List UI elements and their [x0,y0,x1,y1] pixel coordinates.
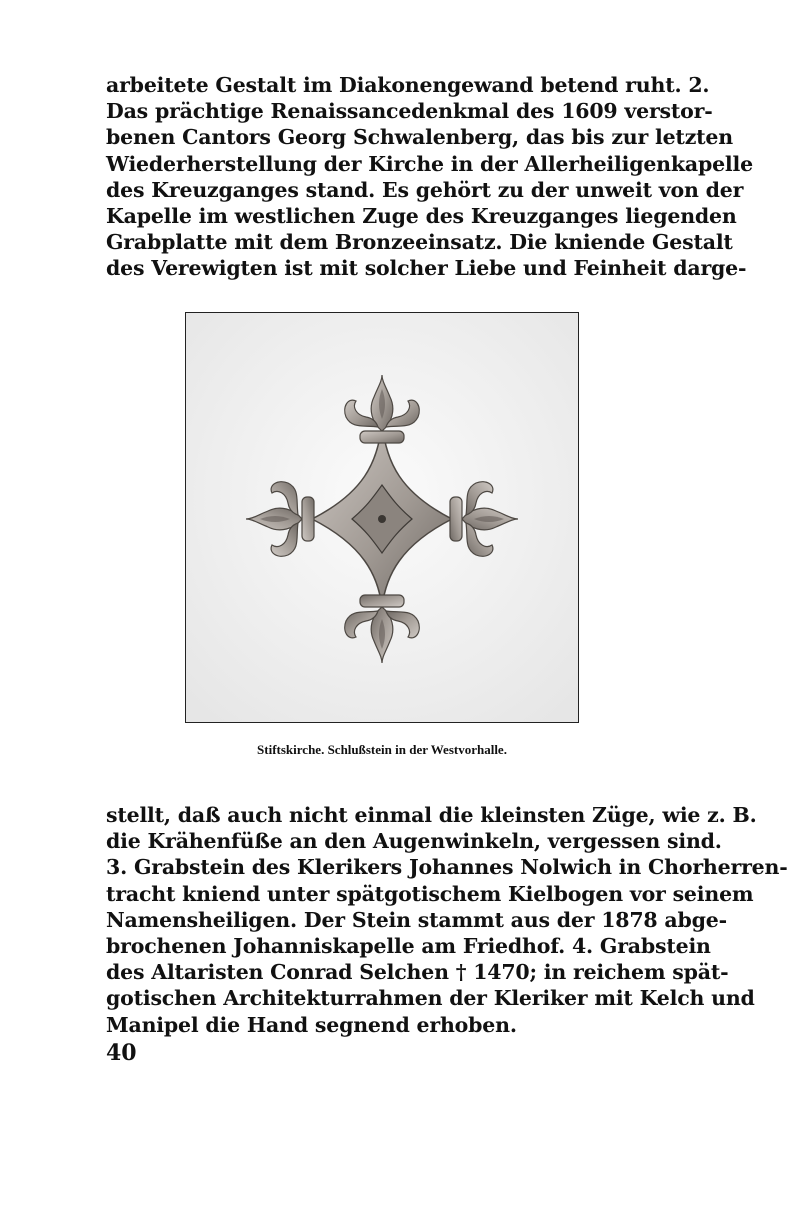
text-line: Wiederherstellung der Kirche in der Allerheiligenkapelle [106,151,753,176]
text-line: die Krähenfüße an den Augenwinkeln, vergessen sind. [106,829,722,854]
bottom-paragraph [106,802,788,1038]
text-line: Das prächtige Renaissancedenkmal des 1609 verstor- [106,99,713,124]
text-line: des Verewigten ist mit solcher Liebe und Feinheit darge- [106,256,747,281]
keystone-illustration [186,313,578,722]
text-line: stellt, daß auch nicht einmal die kleinsten Züge, wie z. B. [106,803,757,827]
text-line: 3. Grabstein des Klerikers Johannes Nolwich in Chorherren- [106,855,788,880]
text-line: Namensheiligen. Der Stein stammt aus der 1878 abge- [106,907,727,932]
text-line: brochenen Johanniskapelle am Friedhof. 4. Grabstein [106,934,711,959]
figure-caption: Stiftskirche. Schlußstein in der Westvorhalle. [257,742,507,757]
text-line: des Kreuzganges stand. Es gehört zu der unweit von der [106,177,744,202]
text-line: tracht kniend unter spätgotischem Kielbogen vor seinem [106,881,754,906]
page-number: 40 [106,1040,137,1066]
text-line: Grabplatte mit dem Bronzeeinsatz. Die kniende Gestalt [106,230,733,255]
text-line: Kapelle im westlichen Zuge des Kreuzganges liegenden [106,204,737,229]
text-line: des Altaristen Conrad Selchen † 1470; in reichem spät- [106,960,729,985]
text-line: gotischen Architekturrahmen der Kleriker mit Kelch und [106,986,755,1011]
text-line: Manipel die Hand segnend erhoben. [106,1012,517,1037]
top-paragraph [106,72,753,282]
text-line: benen Cantors Georg Schwalenberg, das bis zur letzten [106,125,733,150]
keystone-photo [185,312,579,723]
text-line: arbeitete Gestalt im Diakonengewand betend ruht. 2. [106,73,710,97]
